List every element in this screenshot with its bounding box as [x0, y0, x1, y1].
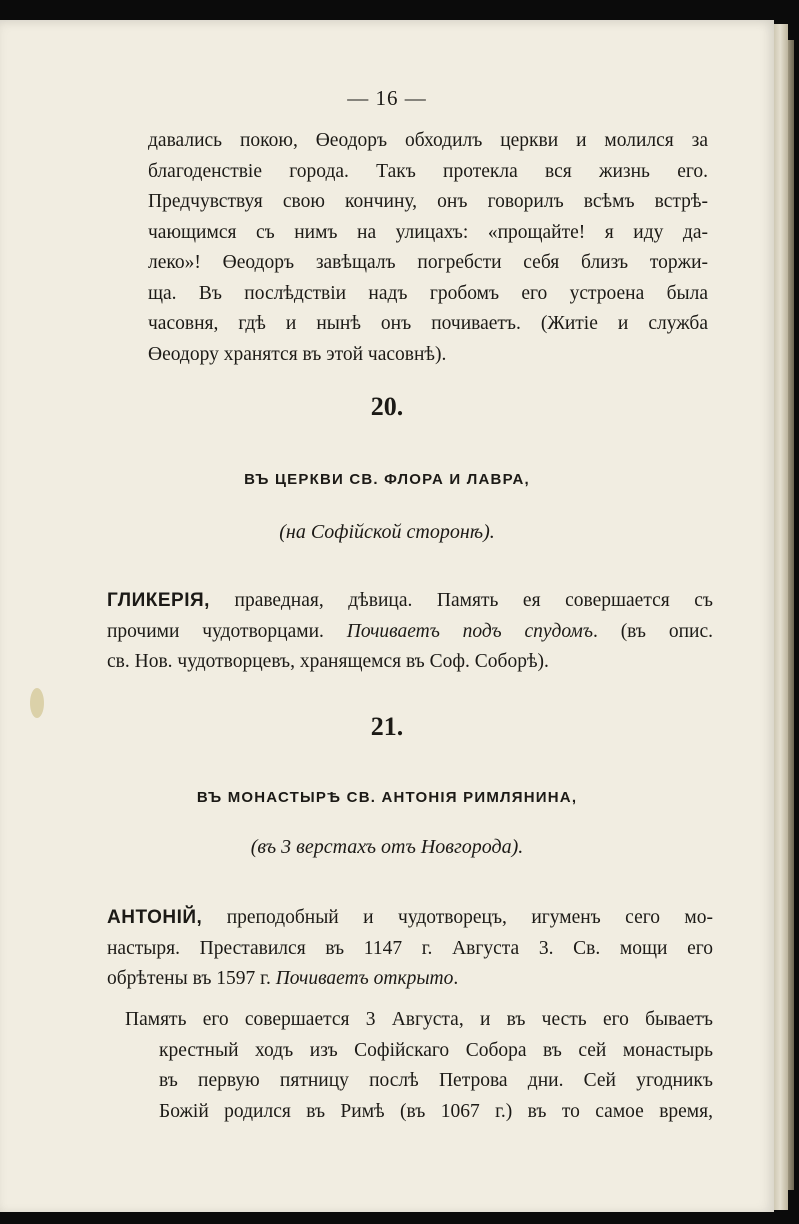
entry-antoniy [107, 903, 713, 995]
section-heading-20: ВЪ ЦЕРКВИ СВ. ФЛОРА И ЛАВРА, [244, 471, 530, 488]
saint-name: ГЛИКЕРІЯ, [107, 590, 210, 611]
section-number-20: 20. [370, 392, 404, 421]
text-line: часовня, гдѣ и нынѣ онъ почиваетъ. (Житіе и служба [148, 313, 708, 334]
text-line: Предчувствуя свою кончину, онъ говорилъ всѣмъ встрѣ- [148, 191, 708, 212]
text-line: св. Нов. чудотворцевъ, хранящемся въ Соф. Соборѣ). [107, 651, 549, 672]
text-line: въ первую пятницу послѣ Петрова дни. Сей угодникъ [159, 1070, 713, 1091]
italic-phrase: Почиваетъ открыто [275, 968, 454, 989]
text-line: чающимся съ нимъ на улицахъ: «прощайте! я иду да- [148, 221, 708, 243]
text-line: прочими чудотворцами. Почиваетъ подъ спудомъ. (въ опис. [107, 620, 713, 642]
section-subheading-21: (въ 3 верстахъ отъ Новгорода). [250, 836, 524, 858]
text-line: Память его совершается 3 Августа, и въ честь его бываетъ [125, 1009, 713, 1030]
text-line: леко»! Өеодоръ завѣщалъ погребсти себя близъ торжи- [148, 252, 708, 273]
page-edge [774, 24, 788, 1210]
text-line: Божій родился въ Римѣ (въ 1067 г.) въ то самое время, [159, 1100, 713, 1122]
text-line: давались покою, Өеодоръ обходилъ церкви и молился за [148, 130, 708, 151]
text-line: благоденствіе города. Такъ протекла вся жизнь его. [148, 160, 708, 182]
paragraph-antoniy-memory [125, 1005, 713, 1127]
text-line: ГЛИКЕРІЯ, праведная, дѣвица. Память ея совершается съ [107, 590, 713, 611]
text-line: Өеодору хранятся въ этой часовнѣ). [148, 343, 447, 365]
section-subheading-20: (на Софійской сторонѣ). [279, 521, 495, 543]
section-number-21: 21. [370, 712, 404, 741]
entry-glikeria [107, 586, 713, 678]
book-binding-edge [788, 40, 794, 1190]
saint-name: АНТОНІЙ, [107, 907, 203, 928]
page-number: — 16 — [347, 86, 427, 110]
paragraph-feodor [148, 126, 708, 370]
text-line: настыря. Преставился въ 1147 г. Августа 3. Св. мощи его [107, 937, 713, 959]
italic-phrase: Почиваетъ подъ спудомъ [346, 620, 593, 642]
section-heading-21: ВЪ МОНАСТЫРѢ СВ. АНТОНІЯ РИМЛЯНИНА, [196, 789, 578, 806]
text-line: обрѣтены въ 1597 г. Почиваетъ открыто. [107, 968, 459, 989]
text-line: крестный ходъ изъ Софійскаго Собора въ сей монастырь [159, 1039, 713, 1061]
text-line: ща. Въ послѣдствіи надъ гробомъ его устроена была [148, 282, 708, 304]
text-line: АНТОНІЙ, преподобный и чудотворецъ, игуменъ сего мо- [107, 907, 713, 928]
